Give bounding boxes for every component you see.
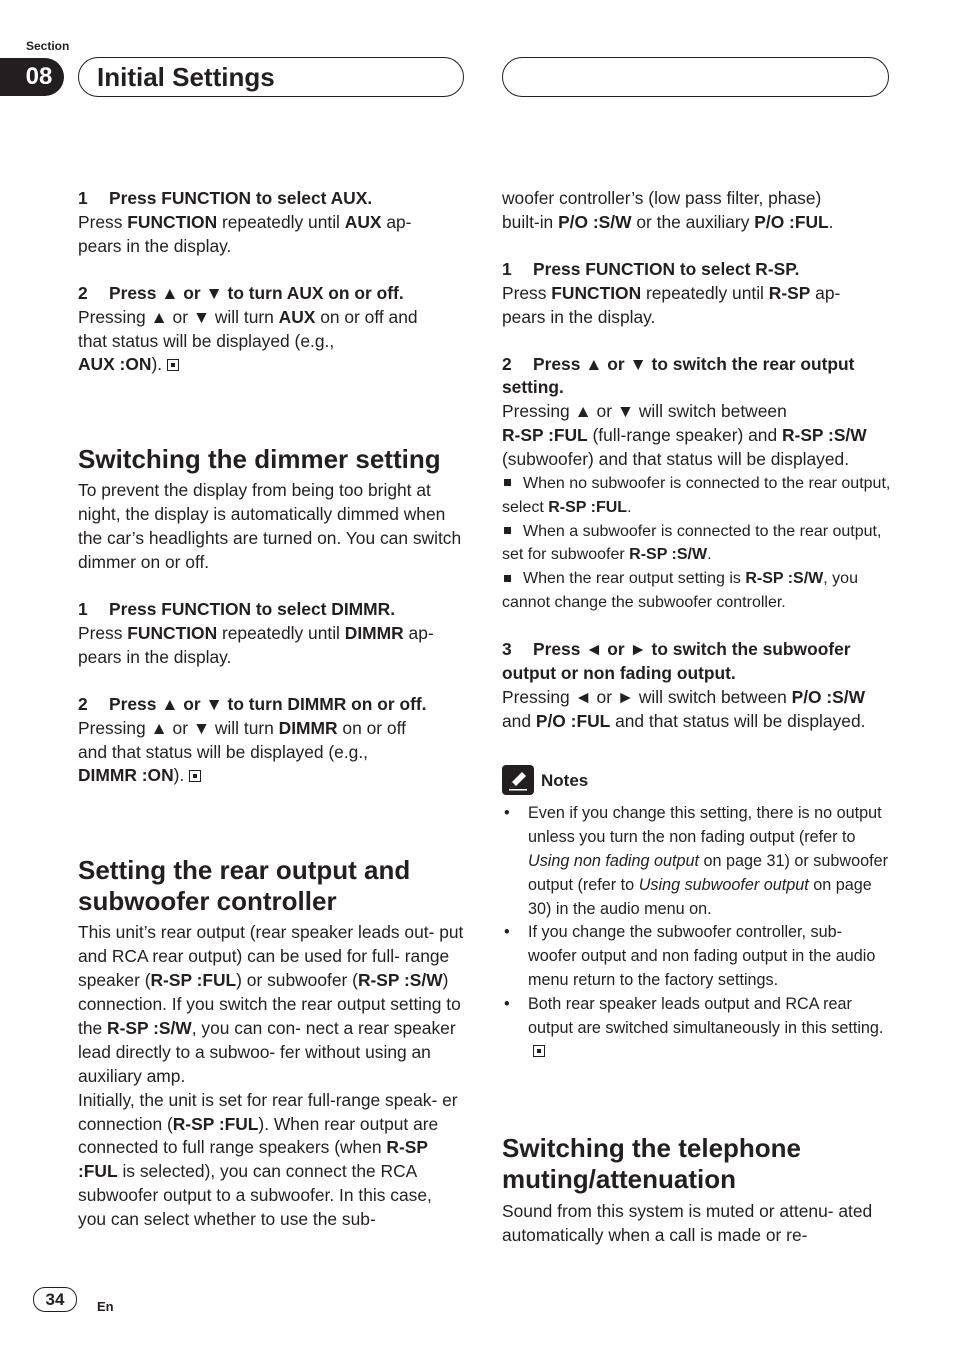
aux-step-1-title: 1 Press FUNCTION to select AUX. — [78, 188, 373, 208]
square-bullet-icon — [504, 527, 511, 534]
section-label: Section — [26, 39, 70, 53]
header-blank-box — [502, 57, 889, 97]
rear-bullet-2: When a subwoofer is connected to the rear output, set for subwoofer R-SP :S/W. — [502, 522, 882, 564]
section-number-badge: 08 — [0, 58, 64, 96]
rear-step-1-body: Press FUNCTION repeatedly until R-SP ap- pears in the display. — [502, 282, 841, 327]
rear-output-paragraph-1: This unit’s rear output (rear speaker leads out- put and RCA rear output) can be used for full- range speaker (R-SP :FUL) or subwoofer (R-SP :S/W) connection. If you switch the rear output setting to the R-SP :S/W, you can con- nect a rear speaker lead directly to a subwoo- fer without using an auxiliary amp. — [78, 922, 464, 1086]
left-column — [78, 187, 464, 1232]
rear-step-3-title: 3 Press ◄ or ► to switch the subwoofer output or non fading output. — [502, 638, 851, 683]
note-item: • Both rear speaker leads output and RCA rear output are switched simultaneously in this setting. — [502, 993, 892, 1064]
rear-output-paragraph-2: Initially, the unit is set for rear full-range speak- er connection (R-SP :FUL). When rear output are connected to full range speakers (when R-SP :FUL is selected), you can connect the RCA subwoofer output to a subwoofer. In this case, you can select whether to use the sub- — [78, 1089, 458, 1230]
note-item: • Even if you change this setting, there is no output unless you turn the non fading output (refer to Using non fading output on page 31) or subwoofer output (refer to Using subwoofer output on page 30) in the audio menu on. — [502, 802, 892, 921]
dimmer-heading: Switching the dimmer setting — [78, 444, 441, 475]
pencil-icon — [502, 765, 534, 795]
end-mark-icon — [189, 770, 201, 782]
rear-bullet-1: When no subwoofer is connected to the rear output, select R-SP :FUL. — [502, 475, 891, 516]
notes-list — [502, 802, 892, 1064]
rear-output-continuation: woofer controller’s (low pass filter, phase) built-in P/O :S/W or the auxiliary P/O :FUL. — [502, 188, 834, 232]
rear-output-heading: Setting the rear output and subwoofer controller — [78, 855, 411, 917]
telephone-paragraph: Sound from this system is muted or attenu- ated automatically when a call is made or re- — [502, 1201, 873, 1246]
rear-step-3-body: Pressing ◄ or ► will switch between P/O :S/W and P/O :FUL and that status will be displayed. — [502, 686, 866, 731]
notes-header — [502, 765, 892, 795]
language-code: En — [97, 1299, 114, 1314]
dimmer-step-2-body: Pressing ▲ or ▼ will turn DIMMR on or off and that status will be displayed (e.g., DIMMR :ON). — [78, 717, 406, 786]
telephone-heading: Switching the telephone muting/attenuation — [502, 1133, 802, 1195]
rear-step-1-title: 1 Press FUNCTION to select R-SP. — [502, 258, 800, 279]
aux-step-2-body: Pressing ▲ or ▼ will turn AUX on or off and that status will be displayed (e.g., AUX :ON). — [78, 306, 418, 375]
rear-bullet-3: When the rear output setting is R-SP :S/W, you cannot change the subwoofer controller. — [502, 570, 858, 612]
square-bullet-icon — [504, 575, 511, 582]
end-mark-icon — [167, 359, 179, 371]
aux-step-2-title: 2 Press ▲ or ▼ to turn AUX on or off. — [78, 282, 404, 303]
right-column — [502, 187, 892, 1248]
rear-step-2-title: 2 Press ▲ or ▼ to switch the rear output setting. — [502, 353, 855, 398]
aux-step-1-body: Press FUNCTION repeatedly until AUX ap- pears in the display. — [78, 211, 412, 256]
dimmer-step-1-body: Press FUNCTION repeatedly until DIMMR ap- pears in the display. — [78, 622, 434, 667]
page-number: 34 — [33, 1287, 77, 1312]
dimmer-step-1-title: 1 Press FUNCTION to select DIMMR. — [78, 598, 396, 619]
dimmer-intro: To prevent the display from being too bright at night, the display is automatically dimmed when the car’s headlights are turned on. You can switch dimmer on or off. — [78, 480, 462, 573]
note-item: • If you change the subwoofer controller, sub- woofer output and non fading output in the audio menu return to the factory settings. — [502, 921, 892, 992]
page-title: Initial Settings — [78, 57, 464, 97]
rear-step-2-body: Pressing ▲ or ▼ will switch between R-SP :FUL (full-range speaker) and R-SP :S/W (subwoofer) and that status will be displayed. — [502, 401, 867, 470]
dimmer-step-2-title: 2 Press ▲ or ▼ to turn DIMMR on or off. — [78, 693, 427, 714]
notes-title: Notes — [541, 770, 589, 790]
end-mark-icon — [533, 1045, 545, 1057]
square-bullet-icon — [504, 479, 511, 486]
